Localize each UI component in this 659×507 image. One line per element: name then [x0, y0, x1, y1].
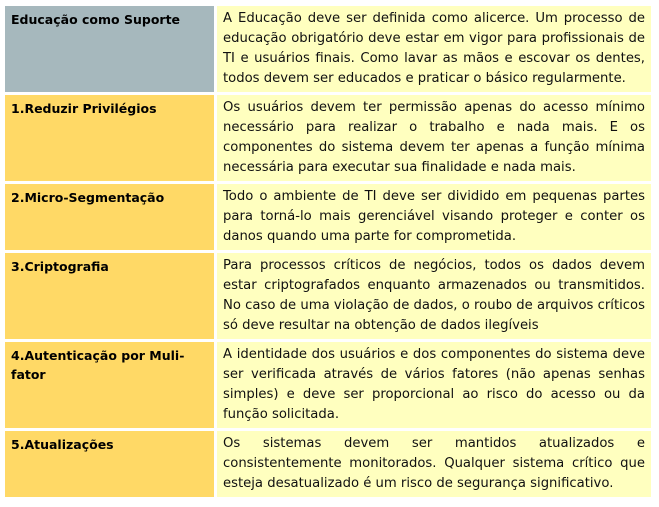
- row-label: 4.Autenticação por Muli-fator: [5, 342, 217, 431]
- row-label: Educação como Suporte: [5, 6, 217, 95]
- row-description: A identidade dos usuários e dos componentes do sistema deve ser verificada através de vários fatores (não apenas senhas simples) e deve ser proporcional ao risco do acesso ou da função solicitada.: [217, 342, 651, 431]
- row-label: 3.Criptografia: [5, 253, 217, 342]
- row-description: A Educação deve ser definida como alicerce. Um processo de educação obrigatório deve estar em vigor para profissionais de TI e usuários finais. Como lavar as mãos e escovar os dentes, todos devem ser educados e praticar o básico regularmente.: [217, 6, 651, 95]
- security-principles-table: [5, 6, 651, 500]
- table-row-updates: [5, 431, 651, 500]
- row-label: 1.Reduzir Privilégios: [5, 95, 217, 184]
- row-description: Os sistemas devem ser mantidos atualizados e consistentemente monitorados. Qualquer sistema crítico que esteja desatualizado é um risco de segurança significativo.: [217, 431, 651, 500]
- table-row-reduce-privileges: [5, 95, 651, 184]
- row-description: Os usuários devem ter permissão apenas do acesso mínimo necessário para realizar o trabalho e nada mais. E os componentes do sistema devem ter apenas a função mínima necessária para executar sua finalidade e nada mais.: [217, 95, 651, 184]
- table-row-micro-segmentation: [5, 184, 651, 253]
- row-description: Para processos críticos de negócios, todos os dados devem estar criptografados enquanto armazenados ou transmitidos. No caso de uma violação de dados, o roubo de arquivos críticos só deve resultar na obtenção de dados ilegíveis: [217, 253, 651, 342]
- table-row-education: [5, 6, 651, 95]
- row-description: Todo o ambiente de TI deve ser dividido em pequenas partes para torná-lo mais gerenciável visando proteger e conter os danos quando uma parte for comprometida.: [217, 184, 651, 253]
- table-row-multifactor-auth: [5, 342, 651, 431]
- row-label: 5.Atualizações: [5, 431, 217, 500]
- principles-table: [5, 6, 651, 500]
- row-label: 2.Micro-Segmentação: [5, 184, 217, 253]
- table-row-cryptography: [5, 253, 651, 342]
